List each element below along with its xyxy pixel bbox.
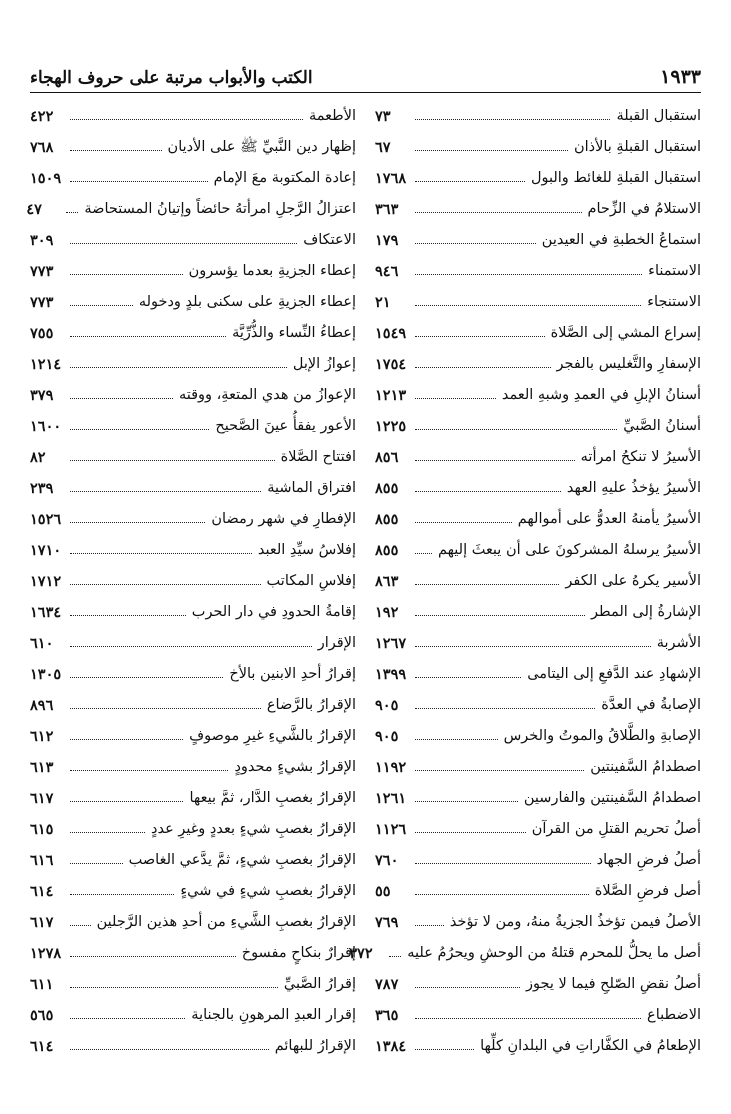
entry-page-number: ٨٢ <box>30 448 46 466</box>
dot-leader <box>415 584 559 585</box>
entry-term: الإصابةِ والطَّلاقُ والموتُ والخرس <box>503 727 701 744</box>
entry-page-number: ٧٨٧ <box>375 975 399 993</box>
index-entry <box>375 280 701 311</box>
dot-leader <box>415 243 536 244</box>
entry-page-number: ٦١٦ <box>30 851 54 869</box>
index-entry <box>30 745 356 776</box>
entry-page-number: ٧٥٥ <box>30 324 54 342</box>
entry-page-number: ٥٦٥ <box>30 1006 54 1024</box>
dot-leader <box>415 1018 641 1019</box>
entry-page-number: ٨٥٥ <box>375 479 399 497</box>
entry-page-number: ٦١١ <box>30 975 54 993</box>
entry-term: الأطعمة <box>309 107 356 124</box>
index-entry <box>375 683 701 714</box>
index-entry <box>375 435 701 466</box>
dot-leader <box>70 646 312 647</box>
entry-page-number: ٤٢٢ <box>30 107 54 125</box>
dot-leader <box>415 274 642 275</box>
index-entry <box>375 745 701 776</box>
dot-leader <box>70 832 145 833</box>
index-entry <box>30 776 356 807</box>
index-entry <box>30 156 356 187</box>
index-entry <box>375 869 701 900</box>
dot-leader <box>70 770 228 771</box>
entry-page-number: ٦١٥ <box>30 820 54 838</box>
entry-page-number: ١١٩٢ <box>375 758 407 776</box>
entry-term: الإقرارُ بغصبِ شيءٍ، ثمَّ يدَّعي الغاصب <box>128 851 356 868</box>
entry-term: الأعور يفقأُ عينَ الصَّحيح <box>215 417 356 434</box>
dot-leader <box>415 491 561 492</box>
entry-page-number: ١٦٣٤ <box>30 603 62 621</box>
entry-page-number: ٨٥٦ <box>375 448 399 466</box>
entry-term: اصطدامُ السَّفينتين والفارسين <box>523 789 701 806</box>
index-entry <box>375 652 701 683</box>
index-entry <box>30 993 356 1024</box>
index-columns <box>26 94 701 1055</box>
dot-leader <box>66 212 78 213</box>
entry-page-number: ٧٧٣ <box>30 293 54 311</box>
index-entry <box>375 559 701 590</box>
entry-page-number: ٨٥٥ <box>375 510 399 528</box>
dot-leader <box>70 429 209 430</box>
entry-page-number: ١٢١٣ <box>375 386 407 404</box>
index-entry <box>375 528 701 559</box>
index-entry <box>375 218 701 249</box>
dot-leader <box>415 925 444 926</box>
dot-leader <box>70 119 303 120</box>
index-entry <box>375 497 701 528</box>
entry-page-number: ٧٧٣ <box>30 262 54 280</box>
index-entry <box>30 621 356 652</box>
dot-leader <box>70 181 208 182</box>
dot-leader <box>415 832 526 833</box>
entry-term: إعطاء الجزيةِ بعدما يؤسرون <box>188 262 356 279</box>
entry-page-number: ٧٦٠ <box>375 851 399 869</box>
entry-page-number: ٦١٧ <box>30 913 54 931</box>
entry-term: إعادة المكتوبة معَ الإمام <box>213 169 356 186</box>
entry-term: الإقرارُ بالرَّضاع <box>266 696 356 713</box>
entry-page-number: ٦١٤ <box>30 882 54 900</box>
dot-leader <box>70 739 183 740</box>
index-entry <box>375 249 701 280</box>
dot-leader <box>415 615 585 616</box>
index-entry <box>30 94 356 125</box>
dot-leader <box>70 367 287 368</box>
entry-page-number: ٩٠٥ <box>375 727 399 745</box>
right-column <box>349 94 701 1055</box>
entry-term: الإقرار <box>317 634 356 651</box>
entry-term: الإسفارِ والتَّغليس بالفجر <box>556 355 701 372</box>
dot-leader <box>415 181 525 182</box>
dot-leader <box>70 956 236 957</box>
dot-leader <box>415 553 432 554</box>
entry-term: اصطدامُ السَّفينتين <box>590 758 701 775</box>
dot-leader <box>70 274 183 275</box>
entry-page-number: ٨٦٣ <box>375 572 399 590</box>
entry-page-number: ٥٥ <box>375 882 391 900</box>
dot-leader <box>70 553 252 554</box>
index-entry <box>30 931 356 962</box>
entry-term: الإعوازُ من هدي المتعةِ، ووقته <box>178 386 356 403</box>
index-entry <box>375 373 701 404</box>
entry-term: الاضطباع <box>647 1006 701 1023</box>
dot-leader <box>70 1049 269 1050</box>
entry-term: الأسير يكرهُ على الكفر <box>565 572 701 589</box>
dot-leader <box>415 770 584 771</box>
entry-page-number: ٣٠٩ <box>30 231 54 249</box>
entry-term: الاستنجاء <box>647 293 701 310</box>
dot-leader <box>415 336 545 337</box>
dot-leader <box>415 212 582 213</box>
index-entry <box>30 280 356 311</box>
entry-term: اعتزالُ الرَّجلِ امرأتهُ حائضاً وإتيانُ المستحاضة <box>84 200 356 217</box>
entry-page-number: ٧٦٨ <box>30 138 54 156</box>
entry-page-number: ٣٦٥ <box>375 1006 399 1024</box>
index-entry <box>375 714 701 745</box>
dot-leader <box>415 894 589 895</box>
index-entry <box>30 962 356 993</box>
entry-page-number: ١٢٢٥ <box>375 417 407 435</box>
index-entry <box>30 311 356 342</box>
entry-page-number: ٦١٢ <box>30 727 54 745</box>
entry-term: أسنانُ الإبلِ في العمدِ وشبهِ العمد <box>501 386 701 403</box>
entry-page-number: ٦٧ <box>375 138 391 156</box>
index-entry <box>30 869 356 900</box>
index-entry <box>30 652 356 683</box>
index-entry <box>375 993 701 1024</box>
dot-leader <box>415 646 651 647</box>
dot-leader <box>70 305 133 306</box>
entry-page-number: ١٣٠٥ <box>30 665 62 683</box>
dot-leader <box>70 1018 185 1019</box>
dot-leader <box>415 1049 474 1050</box>
entry-term: إقرار العبدِ المرهونِ بالجناية <box>191 1006 356 1023</box>
dot-leader <box>70 522 205 523</box>
entry-term: إعطاء الجزيةِ على سكنى بلدٍ ودخوله <box>138 293 356 310</box>
entry-term: استقبال القبلة <box>616 107 701 124</box>
entry-term: الأسيرُ يأمنهُ العدوُّ على أموالهم <box>517 510 701 527</box>
index-entry <box>30 900 356 931</box>
entry-page-number: ٦١٣ <box>30 758 54 776</box>
entry-term: الإفطارِ في شهر رمضان <box>211 510 356 527</box>
dot-leader <box>70 894 174 895</box>
index-entry <box>375 404 701 435</box>
index-entry <box>30 683 356 714</box>
index-entry <box>30 807 356 838</box>
index-entry <box>375 776 701 807</box>
entry-term: الاستلامُ في الزِّحام <box>587 200 701 217</box>
index-entry <box>30 559 356 590</box>
index-entry <box>30 714 356 745</box>
index-entry <box>30 466 356 497</box>
dot-leader <box>70 677 223 678</box>
entry-term: الإقرارُ بالشَّيءِ غيرِ موصوفٍ <box>189 727 356 744</box>
dot-leader <box>70 243 297 244</box>
entry-term: استماعُ الخطبةِ في العيدين <box>541 231 701 248</box>
index-entry <box>30 218 356 249</box>
entry-term: أصل ما يحلُّ للمحرم قتلهُ من الوحشِ ويحرُمُ عليه <box>407 944 701 961</box>
entry-term: الإقرارُ بشيءٍ محدودٍ <box>234 758 356 775</box>
entry-term: الأشربة <box>656 634 701 651</box>
entry-page-number: ٢١ <box>375 293 391 311</box>
entry-term: الأسيرُ يرسلهُ المشركونَ على أن يبعثَ إليهم <box>437 541 701 558</box>
entry-term: أسنانُ الصَّبيِّ <box>623 417 701 434</box>
entry-term: استقبال القبلةِ بالأذان <box>573 138 701 155</box>
dot-leader <box>415 708 595 709</box>
entry-page-number: ٩٤٦ <box>375 262 399 280</box>
index-entry <box>30 342 356 373</box>
dot-leader <box>415 801 518 802</box>
entry-page-number: ٨٥٥ <box>375 541 399 559</box>
entry-page-number: ١٣٩٩ <box>375 665 407 683</box>
entry-page-number: ٦١٤ <box>30 1037 54 1055</box>
index-entry <box>30 404 356 435</box>
index-entry <box>30 838 356 869</box>
entry-term: أصلُ تحريم القتلِ من القرآن <box>531 820 701 837</box>
index-entry <box>375 838 701 869</box>
index-entry <box>375 466 701 497</box>
entry-page-number: ١٥٠٩ <box>30 169 62 187</box>
index-entry <box>30 373 356 404</box>
entry-page-number: ١٧١٠ <box>30 541 62 559</box>
entry-page-number: ١٣٨٤ <box>375 1037 407 1055</box>
entry-page-number: ١٥٢٦ <box>30 510 62 528</box>
entry-term: افتراق الماشية <box>267 479 356 496</box>
entry-term: أصلُ فرضِ الجهاد <box>596 851 701 868</box>
dot-leader <box>415 429 617 430</box>
entry-term: الأسيرُ لا تنكحُ امرأته <box>580 448 701 465</box>
entry-term: الإقرارُ بغصبِ الشَّيءِ من أحدِ هذين الرَّجلين <box>96 913 356 930</box>
index-entry <box>375 900 701 931</box>
entry-term: الأسيرُ يؤخذُ عليهِ العهد <box>566 479 701 496</box>
entry-term: الاعتكاف <box>303 231 356 248</box>
index-entry <box>375 342 701 373</box>
entry-page-number: ١٦٠٠ <box>30 417 62 435</box>
entry-page-number: ٣٧٩ <box>30 386 54 404</box>
dot-leader <box>70 150 162 151</box>
entry-term: إفلاسُ سيِّدِ العبد <box>257 541 356 558</box>
index-entry <box>375 311 701 342</box>
entry-term: إقرارٌ بنكاحٍ مفسوخ <box>241 944 356 961</box>
page-number: ١٩٣٣ <box>660 66 701 88</box>
entry-term: إعطاءُ النِّساء والذُّرِّيَّة <box>232 324 356 341</box>
dot-leader <box>70 615 186 616</box>
entry-page-number: ٧٣ <box>375 107 391 125</box>
entry-page-number: ٤٧ <box>26 200 42 218</box>
entry-page-number: ١٩٢ <box>375 603 399 621</box>
page-header <box>30 58 701 93</box>
dot-leader <box>70 987 278 988</box>
dot-leader <box>70 584 261 585</box>
entry-term: افتتاح الصَّلاة <box>280 448 356 465</box>
index-entry <box>375 621 701 652</box>
entry-page-number: ١٢٦١ <box>375 789 407 807</box>
entry-term: أصلُ نقضِ الصّلحِ فيما لا يجوز <box>526 975 701 992</box>
dot-leader <box>415 739 498 740</box>
index-entry <box>349 931 701 962</box>
entry-page-number: ٩٠٥ <box>375 696 399 714</box>
entry-page-number: ٦١٧ <box>30 789 54 807</box>
entry-page-number: ٣٦٣ <box>375 200 399 218</box>
index-entry <box>30 125 356 156</box>
dot-leader <box>70 491 261 492</box>
entry-term: إسراع المشي إلى الصَّلاة <box>550 324 701 341</box>
entry-term: الإشارةُ إلى المطر <box>591 603 701 620</box>
index-entry <box>375 590 701 621</box>
index-entry <box>30 249 356 280</box>
left-column <box>26 94 356 1055</box>
entry-page-number: ٨٩٦ <box>30 696 54 714</box>
dot-leader <box>415 398 496 399</box>
entry-term: الإقرارُ بغصبِ شيءٍ في شيءٍ <box>180 882 356 899</box>
index-entry <box>30 1024 356 1055</box>
index-entry <box>375 807 701 838</box>
entry-page-number: ٢٣٩ <box>30 479 54 497</box>
entry-term: إقرارُ الصَّبيِّ <box>283 975 356 992</box>
entry-term: إعوازُ الإبل <box>292 355 356 372</box>
entry-page-number: ٦١٠ <box>30 634 54 652</box>
entry-page-number: ١٧٩ <box>375 231 399 249</box>
dot-leader <box>70 801 183 802</box>
dot-leader <box>415 987 520 988</box>
index-entry <box>30 590 356 621</box>
entry-term: الإقرارُ بغصبِ شيءٍ بعددٍ وغيرِ عددٍ <box>151 820 356 837</box>
entry-term: إفلاسِ المكاتب <box>266 572 356 589</box>
dot-leader <box>415 460 575 461</box>
dot-leader <box>389 956 401 957</box>
dot-leader <box>70 398 173 399</box>
index-entry <box>375 962 701 993</box>
entry-page-number: ١٥٤٩ <box>375 324 407 342</box>
entry-term: إقرارُ أحدِ الابنين بالأخ <box>229 665 356 682</box>
dot-leader <box>70 336 226 337</box>
dot-leader <box>415 863 591 864</box>
entry-term: الإشهادِ عند الدَّفعِ إلى اليتامى <box>527 665 701 682</box>
dot-leader <box>70 925 91 926</box>
dot-leader <box>70 708 261 709</box>
running-title: الكتب والأبواب مرتبة على حروف الهجاء <box>30 68 313 88</box>
index-entry <box>30 435 356 466</box>
entry-term: أصل فرضِ الصَّلاة <box>594 882 701 899</box>
dot-leader <box>70 460 275 461</box>
entry-page-number: ١٢٧٨ <box>30 944 62 962</box>
entry-page-number: ١٧١٢ <box>30 572 62 590</box>
entry-term: الإصابةُ في العدَّة <box>601 696 701 713</box>
dot-leader <box>415 367 551 368</box>
index-entry <box>375 94 701 125</box>
dot-leader <box>415 677 521 678</box>
entry-term: الإطعامُ في الكفَّاراتِ في البلدانِ كلِّها <box>480 1037 701 1054</box>
entry-term: الأصلُ فيمن تؤخذُ الجزيةُ منهُ، ومن لا تؤخذ <box>449 913 701 930</box>
entry-page-number: ١٧٥٤ <box>375 355 407 373</box>
index-entry <box>375 125 701 156</box>
entry-page-number: ٧٦٩ <box>375 913 399 931</box>
dot-leader <box>415 119 610 120</box>
entry-page-number: ٣٧٢ <box>349 944 373 962</box>
index-entry <box>26 187 356 218</box>
entry-term: إظهار دين النَّبيِّ ﷺ على الأديان <box>167 138 356 155</box>
index-entry <box>375 187 701 218</box>
index-entry <box>375 156 701 187</box>
entry-page-number: ١٧٦٨ <box>375 169 407 187</box>
dot-leader <box>70 863 123 864</box>
index-entry <box>30 528 356 559</box>
entry-page-number: ١٢١٤ <box>30 355 62 373</box>
entry-term: الاستمناء <box>648 262 701 279</box>
entry-page-number: ١١٢٦ <box>375 820 407 838</box>
dot-leader <box>415 522 512 523</box>
entry-term: استقبال القبلةِ للغائط والبول <box>530 169 701 186</box>
entry-term: الإقرارُ بغصبِ الدَّار، ثمَّ بيعها <box>189 789 356 806</box>
entry-term: الإقرارُ للبهائم <box>274 1037 356 1054</box>
index-entry <box>30 497 356 528</box>
dot-leader <box>415 150 568 151</box>
index-entry <box>375 1024 701 1055</box>
entry-term: إقامةُ الحدودِ في دار الحرب <box>191 603 356 620</box>
entry-page-number: ١٢٦٧ <box>375 634 407 652</box>
dot-leader <box>415 305 641 306</box>
